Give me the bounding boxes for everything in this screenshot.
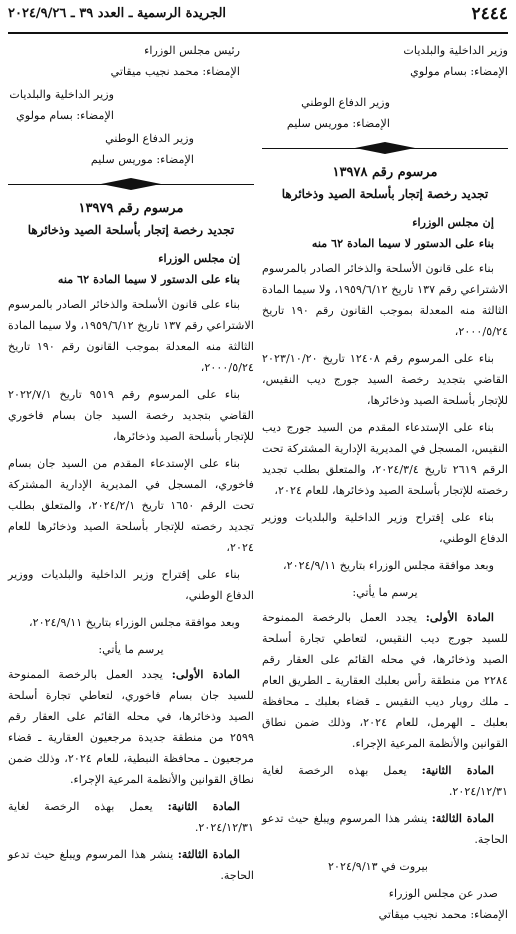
signature-title: رئيس مجلس الوزراء	[144, 44, 240, 57]
place-date: بيروت في ٢٠٢٤/٩/١٣	[328, 860, 428, 873]
paragraph-proposal: بناء على إقتراح وزير الداخلية والبلديات ووزير الدفاع الوطني،	[8, 568, 254, 602]
article-1-label: المادة الأولى:	[425, 610, 494, 624]
article-3-label: المادة الثالثة:	[177, 847, 240, 861]
section-divider	[262, 140, 508, 158]
decree-subject: تجديد رخصة إتجار بأسلحة الصيد وذخائرها	[27, 223, 235, 237]
signature-defense-minister	[262, 92, 508, 134]
article-2	[8, 796, 254, 838]
signature-prime-minister	[8, 40, 254, 82]
left-column	[8, 40, 254, 892]
constitution-basis: بناء على الدستور لا سيما المادة ٦٢ منه	[311, 236, 494, 250]
paragraph-previous-decree: بناء على المرسوم رقم ٩٥١٩ تاريخ ٢٠٢٢/٧/١ القاضي بتجديد رخصة السيد جان بسام فاخوري للإتجار بأسلحة الصيد وذخائرها،	[8, 388, 254, 443]
decree-subject: تجديد رخصة إتجار بأسلحة الصيد وذخائرها	[281, 187, 489, 201]
article-3-label: المادة الثالثة:	[431, 811, 494, 825]
paragraph-law-basis: بناء على قانون الأسلحة والذخائر الصادر بالمرسوم الاشتراعي رقم ١٣٧ تاريخ ١٩٥٩/٦/١٢، ولا سيما المادة الثالثة منه المعدلة بموجب القانون رقم ١٩٠ تاريخ ٢٠٠٠/٥/٢٤،	[8, 298, 254, 374]
article-1-text: يجدد العمل بالرخصة الممنوحة للسيد جورج ديب النقيس، لتعاطي تجارة أسلحة الصيد وذخائرها، في محله القائم على العقار رقم ٢٢٨٤ من منطقة رأس بعلبك العقارية ـ الطريق العام ـ ملك رويار ديب النقيس ـ قضاء بعلبك ـ محافظة بعلبك ـ الهرمل، للعام ٢٠٢٤، وذلك ضمن نطاق القوانين والأنظمة المرعية الإجراء.	[262, 611, 508, 750]
article-2	[262, 760, 508, 802]
signature-name: الإمضاء: بسام مولوي	[16, 109, 114, 122]
paragraph-proposal: بناء على إقتراح وزير الداخلية والبلديات ووزير الدفاع الوطني،	[262, 511, 508, 545]
article-1	[262, 607, 508, 754]
decrees-line: يرسم ما يأتي:	[352, 586, 418, 599]
article-1-label: المادة الأولى:	[171, 667, 240, 681]
signature-defense-minister	[8, 128, 254, 170]
signature-interior-minister	[8, 84, 254, 126]
article-2-label: المادة الثانية:	[167, 799, 240, 813]
paragraph-request: بناء على الإستدعاء المقدم من السيد جورج ديب النقيس، المسجل في المديرية الإدارية المشتركة تحت الرقم ٢٦١٩ تاريخ ٢٠٢٤/٣/٤، والمتعلق بطلب تجديد رخصته للإتجار بأسلحة الصيد وذخائرها، للعام ٢٠٢٤،	[262, 421, 509, 497]
decree-issuer: إن مجلس الوزراء	[412, 215, 494, 229]
issued-by: صدر عن مجلس الوزراء	[388, 887, 498, 900]
article-2-text: يعمل بهذه الرخصة لغاية ٢٠٢٤/١٢/٣١.	[8, 800, 254, 834]
signature-title: وزير الدفاع الوطني	[105, 132, 194, 145]
decree-title: مرسوم رقم ١٣٩٧٩	[78, 201, 184, 216]
signature-name: الإمضاء: موريس سليم	[286, 117, 390, 130]
section-divider	[8, 176, 254, 194]
decree-issuer: إن مجلس الوزراء	[158, 251, 240, 265]
gazette-issue-line: الجريدة الرسمية ـ العدد ٣٩ ـ ٢٠٢٤/٩/٢٦	[8, 6, 227, 21]
paragraph-request: بناء على الإستدعاء المقدم من السيد جان بسام فاخوري، المسجل في المديرية الإدارية المشتركة تحت الرقم ١٦٥٠ تاريخ ٢٠٢٤/٢/١، والمتعلق بطلب تجديد رخصته للإتجار بأسلحة الصيد وذخائرها للعام ٢٠٢٤،	[8, 457, 254, 554]
constitution-basis: بناء على الدستور لا سيما المادة ٦٢ منه	[57, 272, 240, 286]
article-3-text: ينشر هذا المرسوم ويبلغ حيث تدعو الحاجة.	[262, 812, 508, 846]
signature-interior-minister	[262, 40, 508, 82]
paragraph-approval: وبعد موافقة مجلس الوزراء بتاريخ ٢٠٢٤/٩/١١،	[283, 559, 494, 572]
header-rule	[8, 32, 508, 34]
signature-name: الإمضاء: محمد نجيب ميقاتي	[110, 65, 240, 78]
right-column	[262, 40, 508, 925]
signature-title: وزير الداخلية والبلديات	[403, 44, 508, 57]
article-2-text: يعمل بهذه الرخصة لغاية ٢٠٢٤/١٢/٣١.	[262, 764, 508, 798]
signature-name: الإمضاء: موريس سليم	[90, 153, 194, 166]
page-number: ٢٤٤٤	[471, 4, 508, 24]
paragraph-law-basis: بناء على قانون الأسلحة والذخائر الصادر بالمرسوم الاشتراعي رقم ١٣٧ تاريخ ١٩٥٩/٦/١٢، ولا سيما المادة الثالثة منه المعدلة بموجب القانون رقم ١٩٠ تاريخ ٢٠٠٠/٥/٢٤،	[262, 262, 508, 338]
article-3	[8, 844, 254, 886]
article-1	[8, 664, 254, 790]
page-header	[8, 4, 508, 30]
pm-signature: الإمضاء: محمد نجيب ميقاتي	[378, 908, 508, 921]
decree-title: مرسوم رقم ١٣٩٧٨	[332, 165, 438, 180]
paragraph-approval: وبعد موافقة مجلس الوزراء بتاريخ ٢٠٢٤/٩/١١،	[29, 616, 240, 629]
paragraph-previous-decree: بناء على المرسوم رقم ١٢٤٠٨ تاريخ ٢٠٢٣/١٠/٢٠ القاضي بتجديد رخصة السيد جورج ديب النقيس، للإتجار بأسلحة الصيد وذخائرها،	[262, 352, 508, 407]
article-1-text: يجدد العمل بالرخصة الممنوحة للسيد جان بسام فاخوري، لتعاطي تجارة أسلحة الصيد وذخائرها، في محله القائم على العقار رقم ٢٥٩٩ من منطقة جديدة مرجعيون العقارية ـ قضاء مرجعيون ـ محافظة النبطية، للعام ٢٠٢٤، وذلك ضمن نطاق القوانين والأنظمة المرعية الإجراء.	[8, 668, 254, 786]
signature-title: وزير الداخلية والبلديات	[9, 88, 114, 101]
article-2-label: المادة الثانية:	[421, 763, 494, 777]
signature-title: وزير الدفاع الوطني	[301, 96, 390, 109]
signature-name: الإمضاء: بسام مولوي	[410, 65, 508, 78]
decrees-line: يرسم ما يأتي:	[98, 643, 164, 656]
article-3-text: ينشر هذا المرسوم ويبلغ حيث تدعو الحاجة.	[8, 848, 254, 882]
article-3	[262, 808, 508, 850]
